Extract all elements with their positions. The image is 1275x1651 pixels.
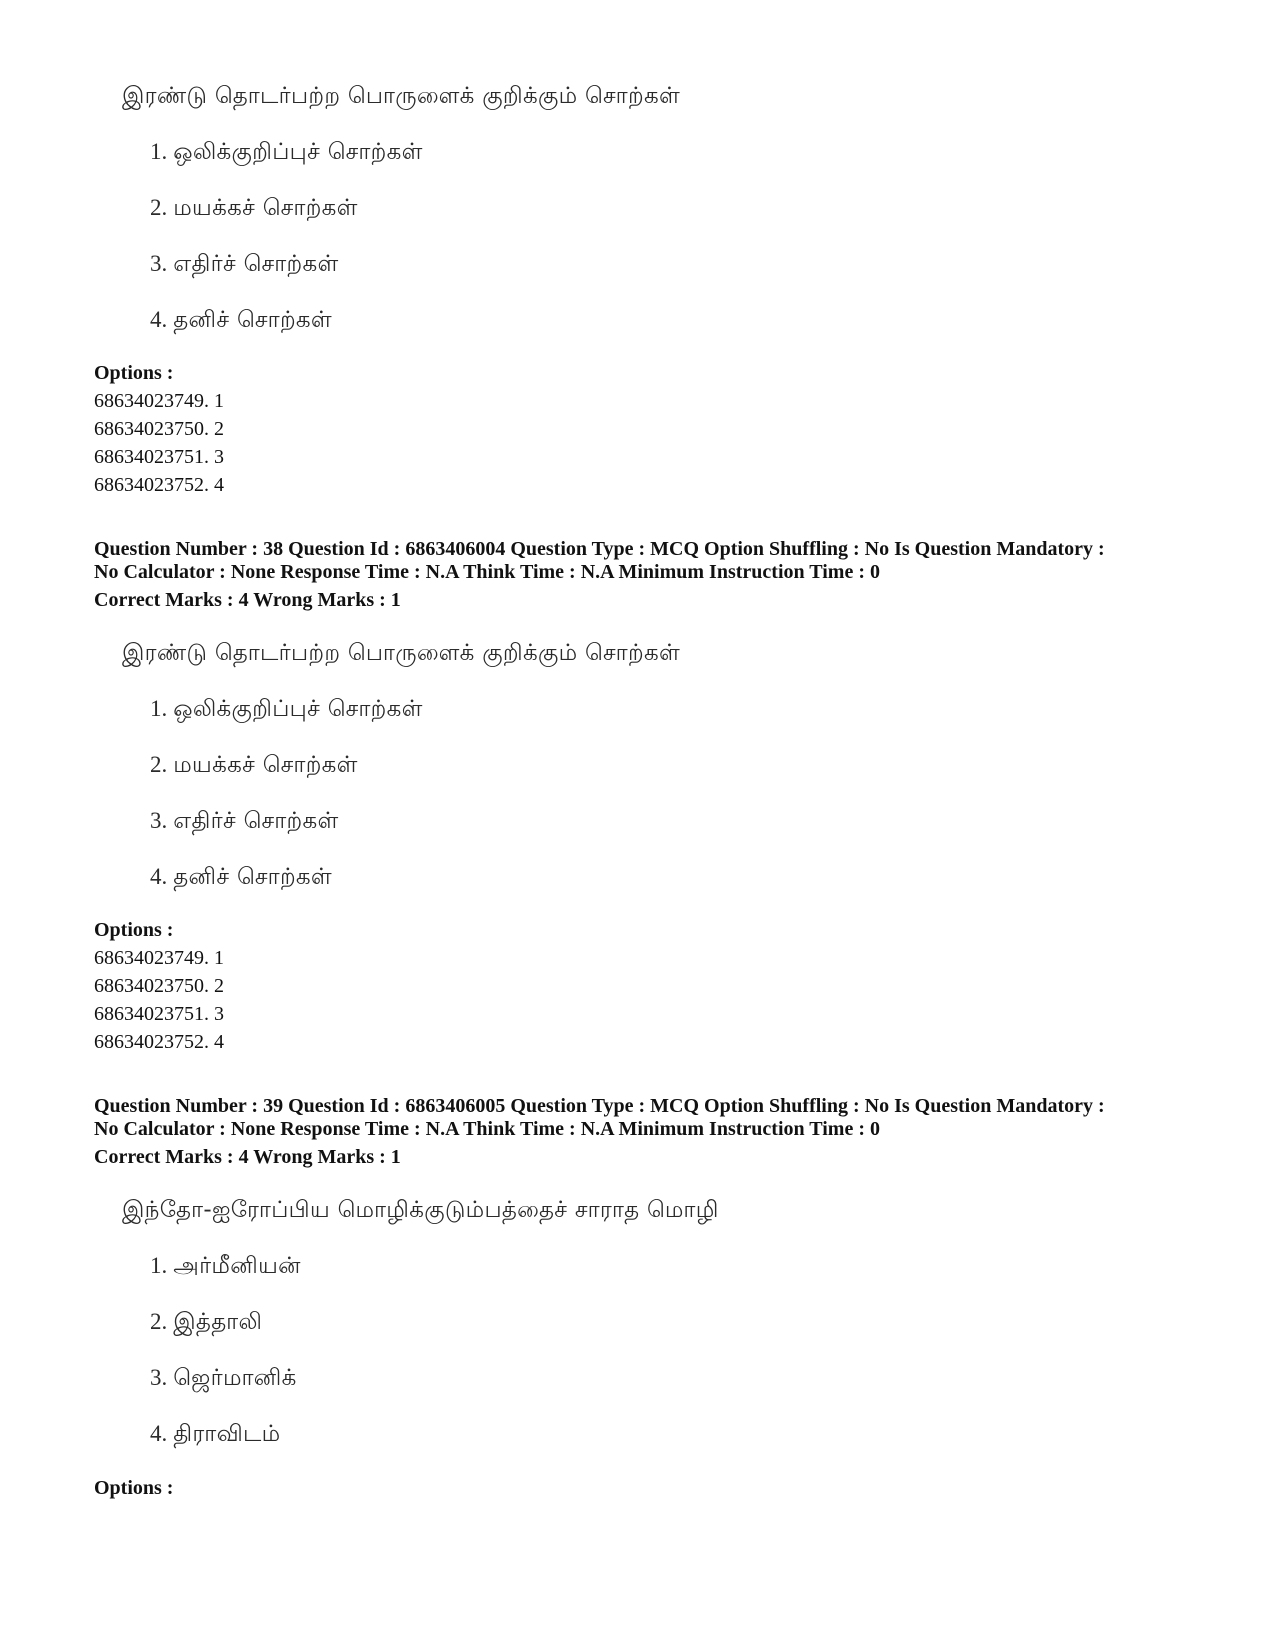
choice-number: 2. [150,195,168,220]
question-stem: இரண்டு தொடர்பற்ற பொருளைக் குறிக்கும் சொற்கள் [122,640,681,666]
choice-item [150,1421,280,1450]
question-meta-line-1: Question Number : 39 Question Id : 6863406005 Question Type : MCQ Option Shuffling : No Is Question Mandatory : [94,1095,1105,1117]
question-marks: Correct Marks : 4 Wrong Marks : 1 [94,1146,401,1168]
choice-text: ஒலிக்குறிப்புச் சொற்கள் [173,139,423,165]
choice-number: 1. [150,696,168,721]
choice-text: மயக்கச் சொற்கள் [173,195,358,221]
option-line: 68634023752. 4 [94,474,224,496]
choice-item [150,808,339,837]
choice-number: 4. [150,864,168,889]
question-stem: இரண்டு தொடர்பற்ற பொருளைக் குறிக்கும் சொற்கள் [122,83,681,109]
option-line: 68634023750. 2 [94,418,224,440]
options-label: Options : [94,919,174,941]
question-meta-line-1: Question Number : 38 Question Id : 6863406004 Question Type : MCQ Option Shuffling : No Is Question Mandatory : [94,538,1105,560]
choice-text: அர்மீனியன் [173,1253,301,1279]
choice-item [150,307,332,336]
choice-number: 3. [150,1365,168,1390]
choice-item [150,251,339,280]
choice-item [150,1253,301,1282]
choice-number: 2. [150,1309,168,1334]
option-line: 68634023749. 1 [94,390,224,412]
choice-item [150,1309,262,1338]
choice-text: ஜெர்மானிக் [173,1365,297,1391]
choice-text: ஒலிக்குறிப்புச் சொற்கள் [173,696,423,722]
choice-number: 1. [150,1253,168,1278]
choice-text: திராவிடம் [173,1421,281,1447]
choice-text: இத்தாலி [173,1309,263,1335]
question-meta-line-2: No Calculator : None Response Time : N.A Think Time : N.A Minimum Instruction Time : 0 [94,561,880,583]
option-line: 68634023750. 2 [94,975,224,997]
choice-item [150,864,332,893]
choice-number: 3. [150,808,168,833]
choice-text: மயக்கச் சொற்கள் [173,752,358,778]
choice-number: 1. [150,139,168,164]
choice-number: 4. [150,307,168,332]
choice-text: எதிர்ச் சொற்கள் [173,251,339,277]
option-line: 68634023749. 1 [94,947,224,969]
question-stem: இந்தோ-ஐரோப்பிய மொழிக்குடும்பத்தைச் சாராத மொழி [122,1197,719,1223]
choice-text: தனிச் சொற்கள் [173,864,332,890]
option-line: 68634023752. 4 [94,1031,224,1053]
choice-item [150,139,423,168]
choice-item [150,1365,297,1394]
choice-text: எதிர்ச் சொற்கள் [173,808,339,834]
option-line: 68634023751. 3 [94,1003,224,1025]
choice-number: 2. [150,752,168,777]
question-marks: Correct Marks : 4 Wrong Marks : 1 [94,589,401,611]
options-label: Options : [94,362,174,384]
choice-number: 4. [150,1421,168,1446]
choice-item [150,752,358,781]
options-label: Options : [94,1477,174,1499]
choice-number: 3. [150,251,168,276]
choice-item [150,696,423,725]
choice-text: தனிச் சொற்கள் [173,307,332,333]
choice-item [150,195,358,224]
option-line: 68634023751. 3 [94,446,224,468]
question-meta-line-2: No Calculator : None Response Time : N.A Think Time : N.A Minimum Instruction Time : 0 [94,1118,880,1140]
